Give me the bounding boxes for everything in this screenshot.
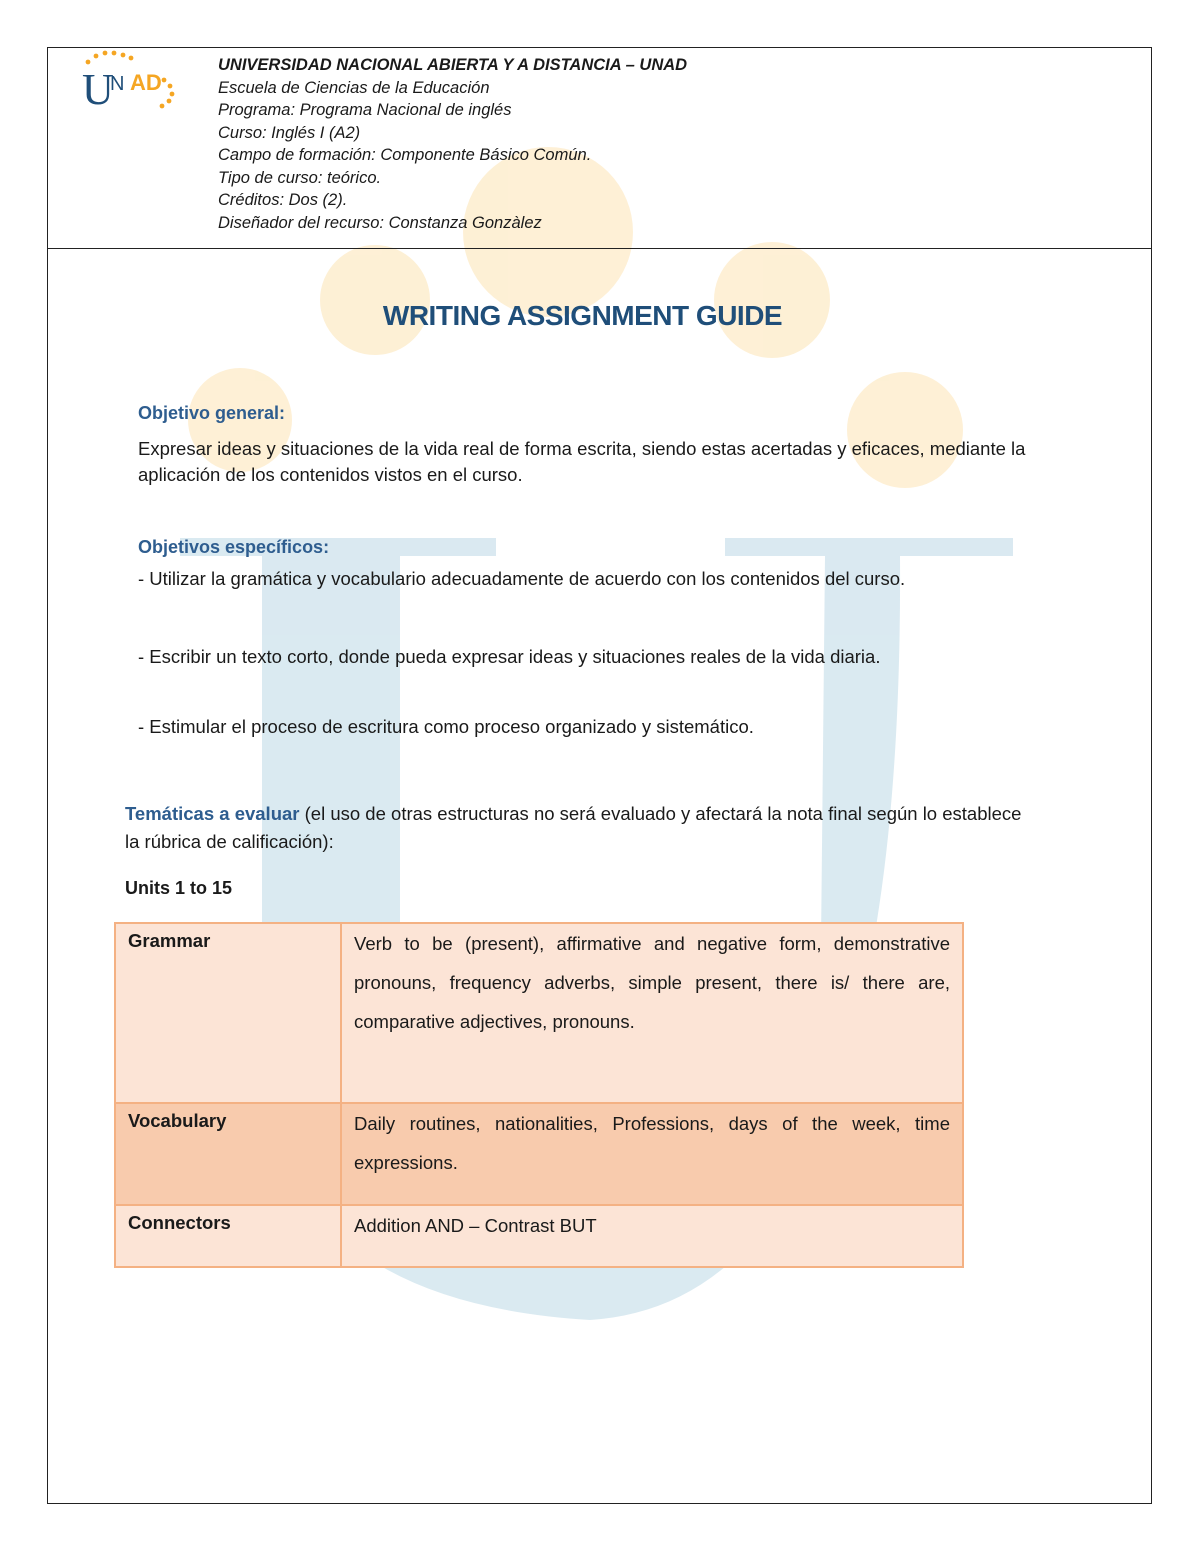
- svg-text:N: N: [110, 73, 125, 95]
- table-row: [115, 1205, 963, 1267]
- university-name: UNIVERSIDAD NACIONAL ABIERTA Y A DISTANCIA – UNAD: [218, 56, 688, 74]
- header-line: Créditos: Dos (2).: [218, 191, 348, 209]
- header-info: [218, 54, 687, 234]
- topics-table: [114, 922, 964, 1268]
- table-content-cell: Daily routines, nationalities, Professions, days of the week, time expressions.: [341, 1103, 963, 1205]
- units-label: Units 1 to 15: [125, 878, 233, 898]
- table-row: [115, 1103, 963, 1205]
- objetivo-especifico-item: - Escribir un texto corto, donde pueda expresar ideas y situaciones reales de la vida diaria.: [138, 646, 881, 667]
- header-line: Campo de formación: Componente Básico Común.: [218, 146, 592, 164]
- header-line: Tipo de curso: teórico.: [218, 168, 382, 187]
- table-label-cell: Connectors: [115, 1205, 341, 1267]
- document-title: WRITING ASSIGNMENT GUIDE: [382, 300, 783, 331]
- tematicas-paragraph: [125, 800, 1025, 856]
- header-line: Diseñador del recurso: Constanza Gonzàlez: [218, 213, 542, 232]
- header-divider: [47, 248, 1152, 249]
- objetivos-especificos-heading: Objetivos específicos:: [138, 537, 330, 557]
- table-row: [115, 923, 963, 1103]
- svg-text:AD: AD: [130, 70, 162, 95]
- header-line: Programa: Programa Nacional de inglés: [218, 101, 512, 119]
- objetivo-general-text: Expresar ideas y situaciones de la vida real de forma escrita, siendo estas acertadas y eficaces, mediante la aplicación de los contenidos vistos en el curso.: [138, 438, 1026, 485]
- tematicas-lead: Temáticas a evaluar: [125, 803, 300, 824]
- unad-logo: [74, 50, 184, 112]
- table-content-cell: Addition AND – Contrast BUT: [341, 1205, 963, 1267]
- table-label-cell: Grammar: [115, 923, 341, 1103]
- tematicas-text: (el uso de otras estructuras no será evaluado y afectará la nota final según lo establece la rúbrica de calificación):: [125, 803, 1022, 852]
- objetivo-general-heading: Objetivo general:: [138, 403, 286, 423]
- objetivo-especifico-item: - Utilizar la gramática y vocabulario adecuadamente de acuerdo con los contenidos del curso.: [138, 568, 906, 589]
- objetivo-especifico-item: - Estimular el proceso de escritura como proceso organizado y sistemático.: [138, 716, 754, 737]
- table-label-cell: Vocabulary: [115, 1103, 341, 1205]
- page-frame: [47, 47, 1152, 1504]
- header-line: Curso: Inglés I (A2): [218, 123, 361, 142]
- table-content-cell: Verb to be (present), affirmative and negative form, demonstrative pronouns, frequency adverbs, simple present, there is/ there are, comparative adjectives, pronouns.: [341, 923, 963, 1103]
- svg-text:U: U: [82, 65, 114, 112]
- header-line: Escuela de Ciencias de la Educación: [218, 78, 490, 97]
